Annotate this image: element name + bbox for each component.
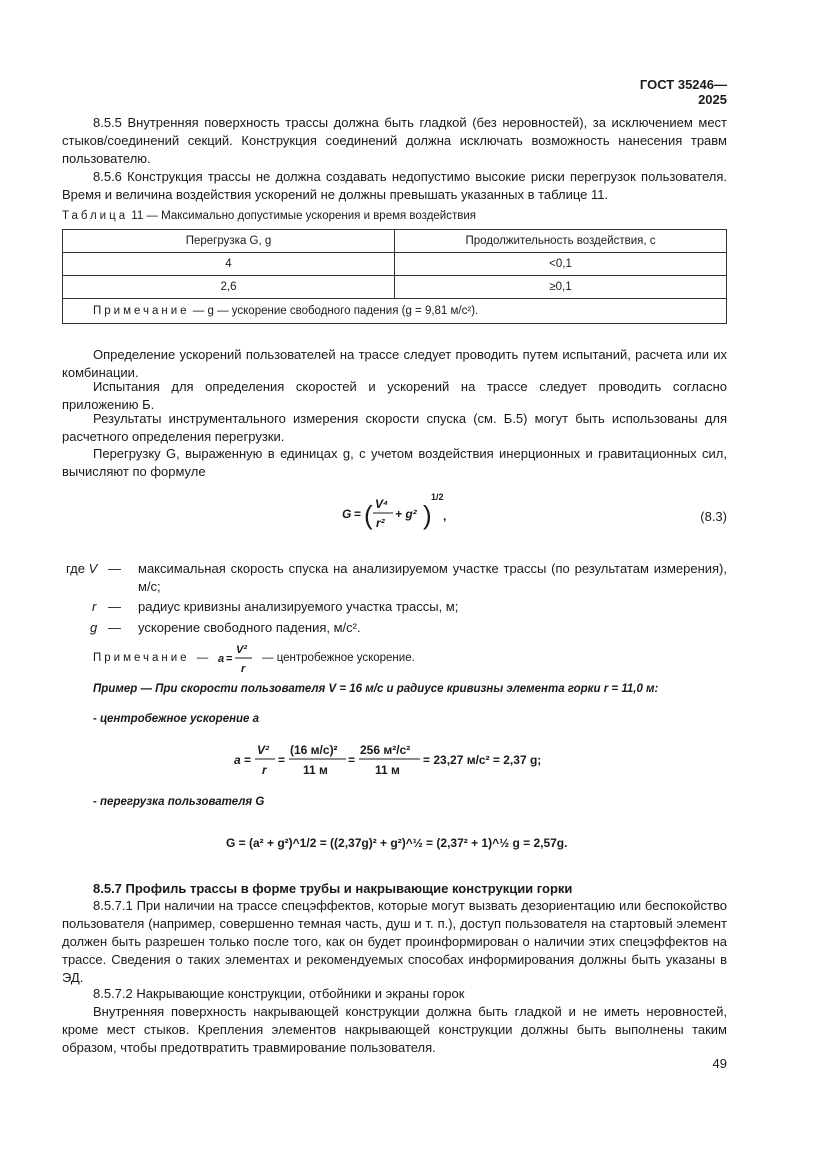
eq1-frac2-num: (16 м/с)²	[290, 743, 338, 757]
eq1-frac1-den: r	[262, 763, 267, 777]
eq1-lhs: a	[234, 753, 241, 767]
formula-lhs: G	[342, 507, 352, 521]
eq1-frac1-num: V²	[257, 743, 269, 757]
table-cell: ≥0,1	[395, 276, 727, 299]
note-label: Примечание	[93, 652, 190, 664]
paragraph-8-5-7-1: 8.5.7.1 При наличии на трассе спецэффектов, которые могут вызвать дезориентацию или беспокойство пользователя (например, совершенно темная часть, душ и т. п.), доступ пользователя на стартовый элемент должен быть разрешен только после того, как он будет проинформирован о наличии этих спецэффектов на трассе. Сведения о таких элементах и рекомендуемых способах информирования должны быть указаны в ЭД.	[62, 898, 727, 985]
example-sub-overload: - перегрузка пользователя G	[93, 796, 265, 808]
where-dash: —	[108, 561, 121, 576]
acceleration-table	[62, 229, 727, 324]
formula-denominator: r²	[376, 516, 385, 530]
formula-close-paren: )	[423, 500, 432, 530]
section-8-5-7-heading: 8.5.7 Профиль трассы в форме трубы и накрывающие конструкции горки	[93, 881, 573, 896]
where-dash: —	[108, 620, 121, 635]
eq1-frac2-den: 11 м	[303, 763, 328, 777]
symbol-g: g	[90, 620, 98, 635]
table-header-row	[63, 230, 727, 253]
formula-comma: ,	[443, 509, 447, 523]
note-formula-denominator: r	[241, 663, 246, 675]
where-r-text: радиус кривизны анализируемого участка трассы, м;	[138, 599, 459, 614]
formula-numerator: V⁴	[375, 497, 389, 511]
eq1-frac3-num: 256 м²/с²	[360, 743, 411, 757]
note-formula-numerator: V²	[236, 644, 247, 656]
example-title: Пример — При скорости пользователя V = 16 м/с и радиусе кривизны элемента горки r = 11,0 м:	[93, 683, 659, 695]
eq1-equals: =	[244, 753, 252, 767]
example-sub-centripetal: - центробежное ускорение a	[93, 713, 260, 725]
paragraph-measurement: Результаты инструментального измерения скорости спуска (см. Б.5) могут быть использованы для расчетного определения перегрузки.	[62, 411, 727, 444]
where-symbol-v: V	[88, 561, 98, 576]
paragraph-8-5-7-2-body: Внутренняя поверхность накрывающей конструкции должна быть гладкой и не иметь неровностей, кроме мест стыков. Крепления элементов накрывающей конструкции должны быть выполнены таким образом, чтобы предотвратить травмирование пользователя.	[62, 1004, 727, 1055]
table-caption-label: Таблица	[62, 210, 129, 222]
where-symbol-r	[92, 598, 96, 616]
paragraph-8-5-6: 8.5.6 Конструкция трассы не должна создавать недопустимо высокие риски перегрузок пользователя. Время и величина воздействия ускорений не должны превышать указанных в таблице 11.	[62, 169, 727, 202]
paragraph-tests: Испытания для определения скоростей и ускорений на трассе следует проводить согласно приложению Б.	[62, 379, 727, 412]
page-number: 49	[712, 1056, 727, 1071]
note-formula-equals: =	[226, 653, 233, 665]
paragraph-8-5-5: 8.5.5 Внутренняя поверхность трассы должна быть гладкой (без неровностей), за исключением мест стыков/соединений секций. Конструкция соединений должна исключать возможность нанесения травм пользователю.	[62, 115, 727, 166]
standard-header: ГОСТ 35246—2025	[639, 77, 727, 107]
where-label: где	[66, 561, 85, 576]
eq1-equals: =	[278, 753, 286, 767]
table-note	[63, 299, 727, 324]
table-cell: 2,6	[63, 276, 395, 299]
table-caption	[62, 210, 476, 222]
eq1-result: = 23,27 м/с² = 2,37 g;	[423, 753, 542, 767]
paragraph-formula-intro: Перегрузку G, выраженную в единицах g, с учетом воздействия инерционных и гравитационных сил, вычисляют по формуле	[62, 446, 727, 479]
note-centripetal: Примечание —	[93, 652, 209, 664]
table-header-cell: Продолжительность воздействия, с	[395, 230, 727, 253]
symbol-r: r	[92, 599, 97, 614]
table-note-label: Примечание	[93, 305, 190, 317]
paragraph-8-5-7-2-title: 8.5.7.2 Накрывающие конструкции, отбойники и экраны горок	[93, 986, 465, 1001]
formula-number: (8.3)	[700, 509, 727, 524]
where-lead	[66, 560, 97, 578]
where-g-text: ускорение свободного падения, м/с².	[138, 620, 361, 635]
where-symbol-g	[90, 619, 97, 637]
note-formula	[216, 638, 260, 678]
paragraph-acceleration-method: Определение ускорений пользователей на трассе следует проводить путем испытаний, расчета или их комбинации.	[62, 347, 727, 380]
example-equation-1	[232, 738, 572, 782]
example-equation-2: G = (a² + g²)^1/2 = ((2,37g)² + g²)^½ = (2,37² + 1)^½ g = 2,57g.	[226, 836, 568, 850]
table-cell: <0,1	[395, 253, 727, 276]
where-v-text: максимальная скорость спуска на анализируемом участке трассы (по результатам измерения), м/с;	[138, 561, 727, 594]
eq1-equals: =	[348, 753, 356, 767]
eq1-frac3-den: 11 м	[375, 763, 400, 777]
table-note-text: — g — ускорение свободного падения (g = 9,81 м/с²).	[192, 305, 479, 317]
table-cell: 4	[63, 253, 395, 276]
formula-8-3	[330, 486, 460, 536]
table-note-row	[63, 299, 727, 324]
table-row	[63, 253, 727, 276]
formula-plus-g: + g²	[395, 507, 417, 521]
note-formula-lhs: a	[218, 653, 225, 665]
where-dash: —	[108, 599, 121, 614]
table-caption-text: 11 — Максимально допустимые ускорения и время воздействия	[131, 210, 477, 222]
formula-exponent: 1/2	[431, 492, 444, 502]
formula-open-paren: (	[364, 500, 373, 530]
note-text: — центробежное ускорение.	[262, 652, 415, 664]
formula-equals: =	[354, 507, 362, 521]
table-header-cell: Перегрузка G, g	[63, 230, 395, 253]
table-row	[63, 276, 727, 299]
